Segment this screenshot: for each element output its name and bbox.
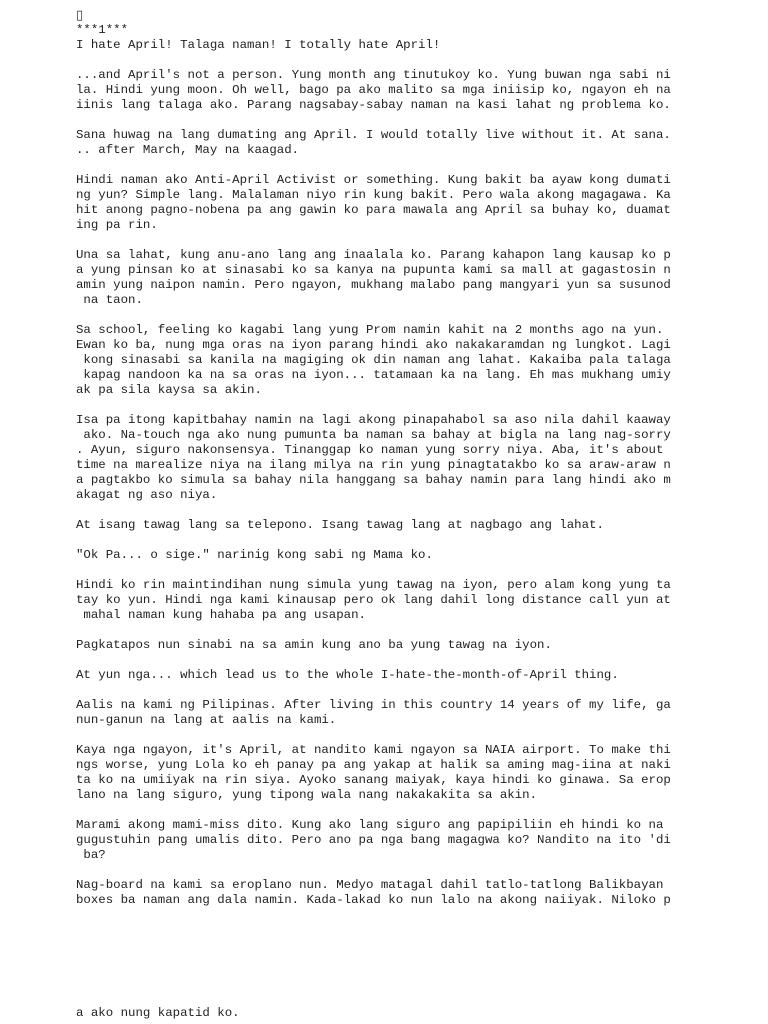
missing-glyph-icon: ▯ [76, 8, 84, 23]
text-line: I hate April! Talaga naman! I totally hate April! [76, 38, 441, 52]
text-line: At yun nga... which lead us to the whole I-hate-the-month-of-April thing. [76, 668, 619, 682]
text-line: kong sinasabi sa kanila na magiging ok din naman ang lahat. Kakaiba pala talaga [76, 353, 671, 367]
paragraph-gap [76, 683, 676, 698]
text-line: Marami akong mami-miss dito. Kung ako lang siguro ang papipiliin eh hindi ko na [76, 818, 664, 832]
text-line: ng yun? Simple lang. Malalaman niyo rin kung bakit. Pero wala akong magagawa. Ka [76, 188, 671, 202]
text-line: a pagtakbo ko simula sa bahay nila hanggang sa bahay namin para lang hindi ako m [76, 473, 671, 487]
paragraph-gap [76, 803, 676, 818]
paragraph-gap [76, 233, 676, 248]
text-line: ing pa rin. [76, 218, 158, 232]
paragraph-gap [76, 728, 676, 743]
text-line: mahal naman kung hahaba pa ang usapan. [76, 608, 366, 622]
text-line: time na marealize niya na ilang milya na rin yung pinagtatakbo ko sa araw-araw n [76, 458, 671, 472]
text-line: Aalis na kami ng Pilipinas. After living in this country 14 years of my life, ga [76, 698, 671, 712]
text-line: Nag-board na kami sa eroplano nun. Medyo matagal dahil tatlo-tatlong Balikbayan [76, 878, 664, 892]
paragraph-gap [76, 563, 676, 578]
paragraph-gap [76, 863, 676, 878]
text-line: na taon. [76, 293, 143, 307]
text-line: lano na lang siguro, yung tipong wala nang nakakakita sa akin. [76, 788, 538, 802]
paragraph-gap [76, 53, 676, 68]
text-line: "Ok Pa... o sige." narinig kong sabi ng Mama ko. [76, 548, 433, 562]
paragraph-gap [76, 308, 676, 323]
paragraph-gap [76, 623, 676, 638]
paragraph-gap [76, 398, 676, 413]
paragraph-gap [76, 533, 676, 548]
text-line: .. after March, May na kaagad. [76, 143, 300, 157]
text-line: Hindi naman ako Anti-April Activist or something. Kung bakit ba ayaw kong dumati [76, 173, 671, 187]
text-line: ak pa sila kaysa sa akin. [76, 383, 262, 397]
text-line: ngs worse, yung Lola ko eh panay pa ang yakap at halik sa aming mag-iina at naki [76, 758, 671, 772]
text-line: boxes ba naman ang dala namin. Kada-lakad ko nun lalo na akong naiiyak. Niloko p [76, 893, 671, 907]
text-line: nun-ganun na lang at aalis na kami. [76, 713, 337, 727]
text-line: ta ko na umiiyak na rin siya. Ayoko sanang maiyak, kaya hindi ko ginawa. Sa erop [76, 773, 671, 787]
text-line: tay ko yun. Hindi nga kami kinausap pero ok lang dahil long distance call yun at [76, 593, 671, 607]
text-line: . Ayun, siguro nakonsensya. Tinanggap ko naman yung sorry niya. Aba, it's about [76, 443, 664, 457]
text-line: gugustuhin pang umalis dito. Pero ano pa nga bang magagwa ko? Nandito na ito 'di [76, 833, 671, 847]
text-line: ba? [76, 848, 106, 862]
text-line: Isa pa itong kapitbahay namin na lagi akong pinapahabol sa aso nila dahil kaaway [76, 413, 671, 427]
text-line: Sana huwag na lang dumating ang April. I would totally live without it. At sana. [76, 128, 671, 142]
text-line: Sa school, feeling ko kagabi lang yung Prom namin kahit na 2 months ago na yun. [76, 323, 664, 337]
text-line: iinis lang talaga ako. Parang nagsabay-sabay naman na kasi lahat ng problema ko. [76, 98, 671, 112]
paragraph-gap [76, 158, 676, 173]
text-line: hit anong pagno-nobena pa ang gawin ko para mawala ang April sa buhay ko, duamat [76, 203, 671, 217]
text-line: Ewan ko ba, nung mga oras na iyon parang hindi ako nakakaramdan ng lungkot. Lagi [76, 338, 671, 352]
text-line: ako. Na-touch nga ako nung pumunta ba naman sa bahay at bigla na lang nag-sorry [76, 428, 671, 442]
text-line: amin yung naipon namin. Pero ngayon, mukhang malabo pang mangyari yun sa susunod [76, 278, 671, 292]
paragraph-gap [76, 653, 676, 668]
text-line: Kaya nga ngayon, it's April, at nandito kami ngayon sa NAIA airport. To make thi [76, 743, 671, 757]
text-line: kapag nandoon ka na sa oras na iyon... tatamaan ka na lang. Eh mas mukhang umiy [76, 368, 671, 382]
text-line: a yung pinsan ko at sinasabi ko sa kanya na pupunta kami sa mall at gagastosin n [76, 263, 671, 277]
document-body [76, 8, 676, 908]
text-line: ***1*** [76, 23, 129, 37]
page-bottom-text-line: a ako nung kapatid ko. [76, 1006, 240, 1020]
text-line: Hindi ko rin maintindihan nung simula yung tawag na iyon, pero alam kong yung ta [76, 578, 671, 592]
paragraph-gap [76, 113, 676, 128]
text-line: akagat ng aso niya. [76, 488, 218, 502]
text-line: ...and April's not a person. Yung month ang tinutukoy ko. Yung buwan nga sabi ni [76, 68, 671, 82]
text-line: Una sa lahat, kung anu-ano lang ang inaalala ko. Parang kahapon lang kausap ko p [76, 248, 671, 262]
text-line: Pagkatapos nun sinabi na sa amin kung ano ba yung tawag na iyon. [76, 638, 552, 652]
text-line: la. Hindi yung moon. Oh well, bago pa ako malito sa mga iniisip ko, ngayon eh na [76, 83, 671, 97]
paragraph-gap [76, 503, 676, 518]
text-line: At isang tawag lang sa telepono. Isang tawag lang at nagbago ang lahat. [76, 518, 604, 532]
